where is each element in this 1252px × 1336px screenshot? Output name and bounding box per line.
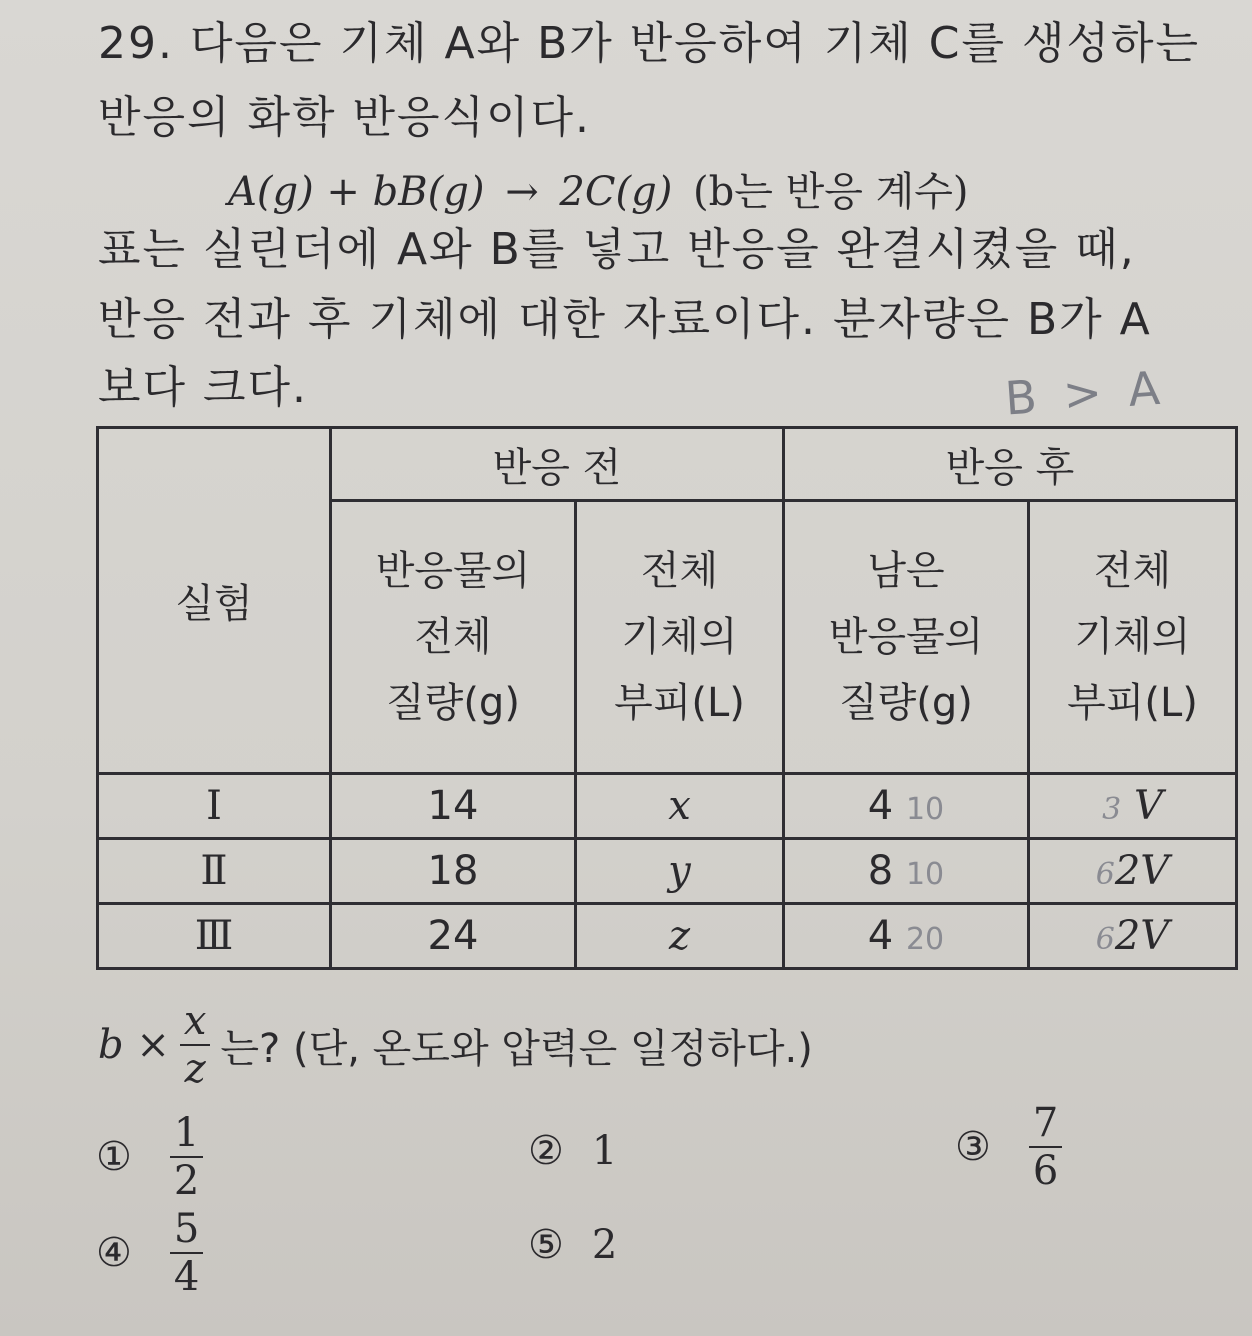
question-line-1 (98, 18, 1200, 69)
row-volume: z (575, 904, 783, 969)
row-remaining-value: 4 (867, 913, 894, 959)
prompt-fraction (180, 998, 211, 1092)
option-mark: ④ (96, 1230, 132, 1276)
question-line-4: 반응 전과 후 기체에 대한 자료이다. 분자량은 B가 A (98, 294, 1152, 345)
prompt-fraction-denominator: z (184, 1046, 206, 1092)
row-remaining-annotation: 20 (905, 922, 945, 957)
option-denominator: 2 (173, 1158, 200, 1204)
option-mark: ① (96, 1134, 132, 1180)
row-mass: 18 (331, 839, 576, 904)
question-line-2: 반응의 화학 반응식이다. (98, 92, 591, 143)
header-remaining-mass: 남은 반응물의 질량(g) (783, 501, 1028, 774)
data-table (96, 426, 1238, 970)
option-2[interactable] (528, 1128, 617, 1174)
row-remaining-annotation: 10 (905, 792, 945, 827)
equation-lhs: A(g) + bB(g) (228, 169, 485, 215)
option-mark: ③ (955, 1124, 991, 1170)
option-mark: ⑤ (528, 1222, 564, 1268)
table-row (98, 839, 1237, 904)
prompt-suffix: 는? (단, 온도와 압력은 일정하다.) (220, 1025, 813, 1072)
row-experiment: Ⅲ (98, 904, 331, 969)
row-mass: 14 (331, 774, 576, 839)
prompt-prefix: b × (98, 1022, 170, 1068)
option-fraction (170, 1206, 203, 1300)
row-remaining (783, 904, 1028, 969)
option-denominator: 6 (1032, 1148, 1059, 1194)
question-text-1: 다음은 기체 A와 B가 반응하여 기체 C를 생성하는 (189, 18, 1200, 69)
question-number: 29. (98, 18, 174, 69)
option-value: 2 (591, 1222, 618, 1268)
row-total-annotation: 3 (1102, 792, 1122, 827)
header-experiment: 실험 (98, 428, 331, 774)
option-1[interactable] (96, 1110, 213, 1204)
row-mass: 24 (331, 904, 576, 969)
header-total-mass: 반응물의 전체 질량(g) (331, 501, 576, 774)
header-total-volume-before: 전체 기체의 부피(L) (575, 501, 783, 774)
option-3[interactable] (955, 1100, 1072, 1194)
row-total-volume (1028, 839, 1236, 904)
option-fraction (1029, 1100, 1062, 1194)
row-total-annotation: 6 (1095, 857, 1115, 892)
option-numerator: 5 (170, 1206, 203, 1254)
header-after: 반응 후 (783, 428, 1236, 501)
option-numerator: 1 (170, 1110, 203, 1158)
row-total-volume (1028, 904, 1236, 969)
table-row (98, 904, 1237, 969)
row-remaining-annotation: 10 (905, 857, 945, 892)
row-total-annotation: 6 (1095, 922, 1115, 957)
option-5[interactable] (528, 1222, 617, 1268)
row-remaining-value: 4 (867, 783, 894, 829)
row-total-value: V (1133, 783, 1163, 829)
row-remaining (783, 839, 1028, 904)
row-volume: y (575, 839, 783, 904)
header-total-volume-after: 전체 기체의 부피(L) (1028, 501, 1236, 774)
row-experiment: Ⅰ (98, 774, 331, 839)
header-before: 반응 전 (331, 428, 784, 501)
question-prompt (98, 998, 813, 1092)
option-mark: ② (528, 1128, 564, 1174)
row-remaining-value: 8 (867, 848, 894, 894)
row-volume: x (575, 774, 783, 839)
equation-note: (b는 반응 계수) (693, 169, 969, 215)
row-total-value: 2V (1114, 848, 1170, 894)
row-total-volume (1028, 774, 1236, 839)
row-total-value: 2V (1114, 913, 1170, 959)
chemical-equation (228, 160, 976, 217)
equation-rhs: 2C(g) (559, 169, 673, 215)
question-line-3: 표는 실린더에 A와 B를 넣고 반응을 완결시켰을 때, (98, 224, 1136, 275)
option-fraction (170, 1110, 203, 1204)
handwritten-note: B > A (1003, 360, 1168, 426)
option-numerator: 7 (1029, 1100, 1062, 1148)
option-4[interactable] (96, 1206, 213, 1300)
table-row (98, 774, 1237, 839)
option-value: 1 (591, 1128, 618, 1174)
row-experiment: Ⅱ (98, 839, 331, 904)
equation-arrow: → (505, 169, 539, 215)
question-line-5: 보다 크다. (98, 362, 308, 413)
option-denominator: 4 (173, 1254, 200, 1300)
prompt-fraction-numerator: x (180, 998, 211, 1046)
row-remaining (783, 774, 1028, 839)
